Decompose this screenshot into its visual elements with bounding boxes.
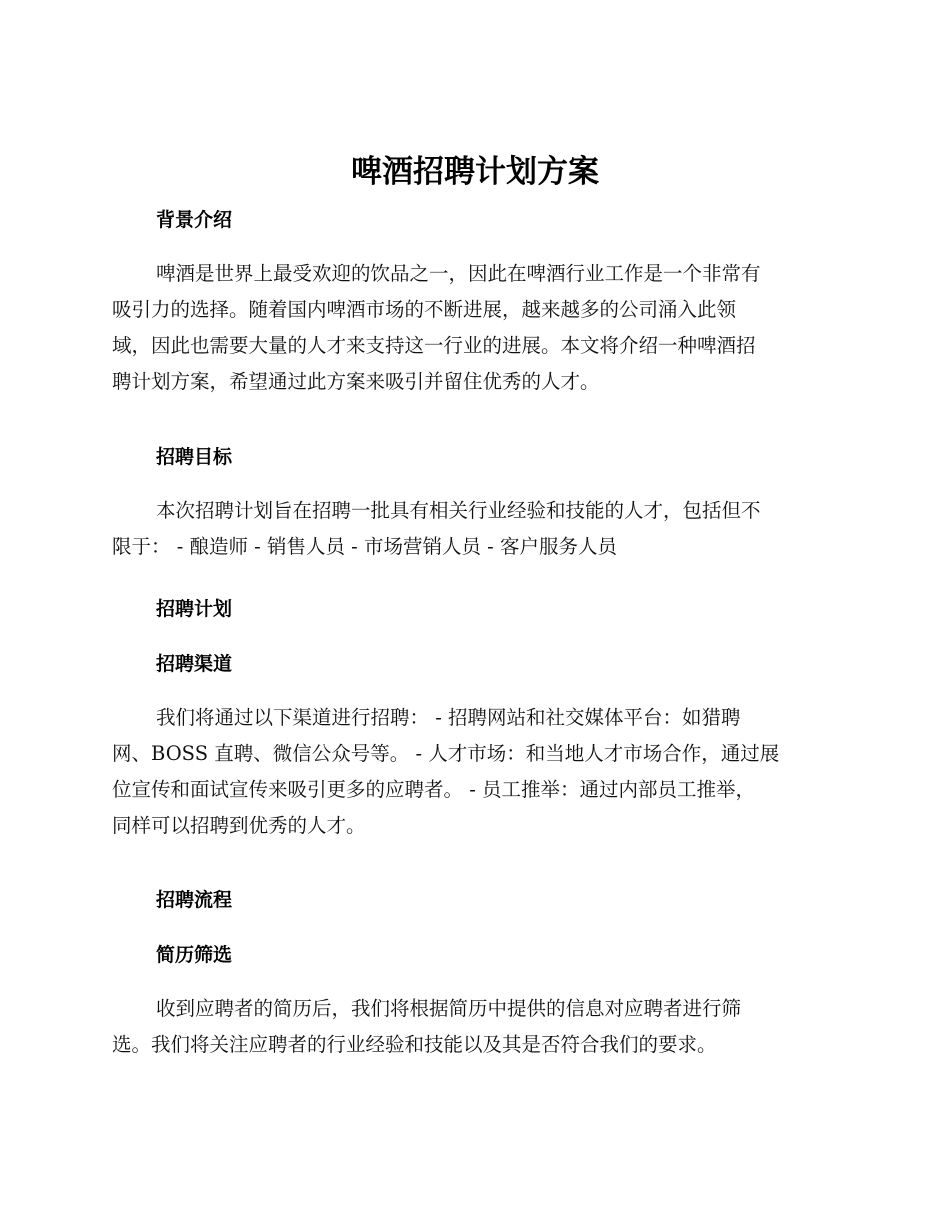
paragraph-line: 选。我们将关注应聘者的行业经验和技能以及其是否符合我们的要求。 bbox=[112, 1033, 717, 1056]
paragraph-line: 本次招聘计划旨在招聘一批具有相关行业经验和技能的人才，包括但不 bbox=[156, 499, 761, 522]
section-paragraph-channels bbox=[112, 700, 847, 844]
section-heading-plan: 招聘计划 bbox=[156, 598, 233, 620]
document-title: 啤酒招聘计划方案 bbox=[351, 154, 599, 190]
paragraph-line: 聘计划方案，希望通过此方案来吸引并留住优秀的人才。 bbox=[112, 370, 600, 393]
section-heading-background: 背景介绍 bbox=[156, 209, 233, 231]
section-heading-goals: 招聘目标 bbox=[156, 446, 233, 468]
paragraph-line: 我们将通过以下渠道进行招聘： - 招聘网站和社交媒体平台：如猎聘 bbox=[156, 706, 741, 729]
paragraph-line: 吸引力的选择。随着国内啤酒市场的不断进展，越来越多的公司涌入此领 bbox=[112, 298, 737, 321]
paragraph-line: 域，因此也需要大量的人才来支持这一行业的进展。本文将介绍一种啤酒招 bbox=[112, 334, 756, 357]
section-paragraph-background bbox=[112, 256, 847, 400]
section-paragraph-resume-screening bbox=[112, 991, 847, 1063]
section-heading-process: 招聘流程 bbox=[156, 889, 233, 911]
paragraph-line: 啤酒是世界上最受欢迎的饮品之一，因此在啤酒行业工作是一个非常有 bbox=[156, 262, 761, 285]
paragraph-line: 限于： - 酿造师 - 销售人员 - 市场营销人员 - 客户服务人员 bbox=[112, 535, 617, 558]
paragraph-line: 收到应聘者的简历后，我们将根据简历中提供的信息对应聘者进行筛 bbox=[156, 997, 742, 1020]
paragraph-line: 同样可以招聘到优秀的人才。 bbox=[112, 814, 366, 837]
paragraph-line: 位宣传和面试宣传来吸引更多的应聘者。 - 员工推举：通过内部员工推举， bbox=[112, 778, 755, 801]
section-paragraph-goals bbox=[112, 493, 847, 565]
paragraph-line: 网、BOSS 直聘、微信公众号等。 - 人才市场：和当地人才市场合作，通过展 bbox=[112, 742, 780, 765]
section-heading-channels: 招聘渠道 bbox=[156, 653, 233, 675]
section-heading-resume-screening: 简历筛选 bbox=[156, 944, 233, 966]
